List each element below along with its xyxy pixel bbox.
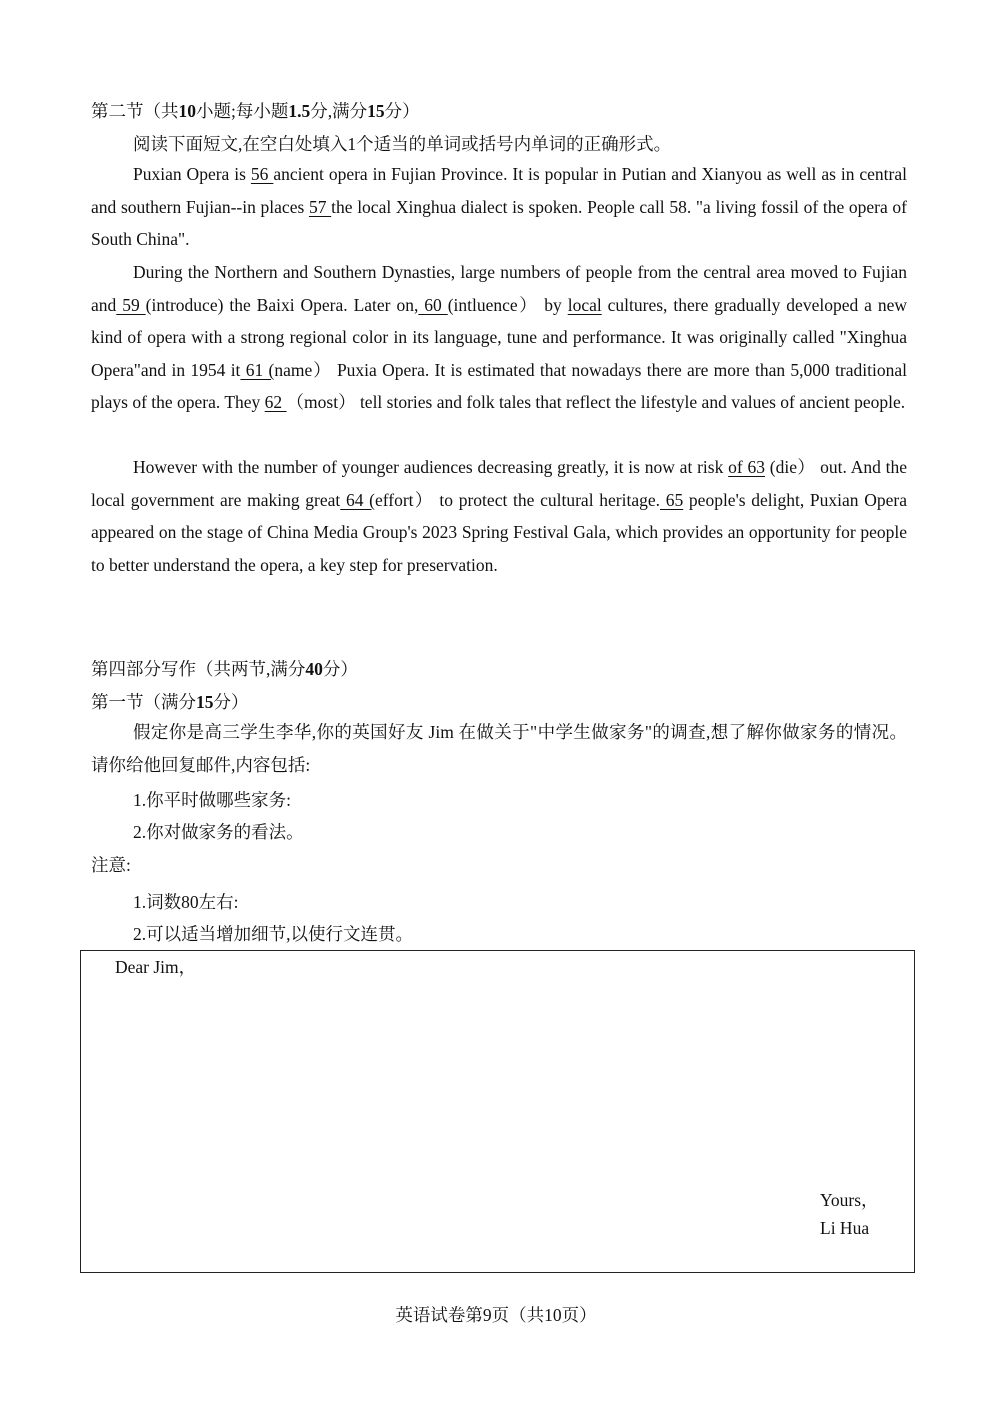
passage-paragraph-1: Puxian Opera is 56 ancient opera in Fujian Province. It is popular in Putian and Xianyou as well as in central and southern Fujian--in places 57 the local Xinghua dialect is spoken. People call 58. "a living fossil of the opera of South China". bbox=[91, 164, 908, 249]
note-label: 注意: bbox=[91, 855, 131, 875]
passage-paragraph-2: During the Northern and Southern Dynasties, large numbers of people from the central area moved to Fujian and 59 (introduce) the Baixi Opera. Later on, 60 (intluence） by local cultures, there gradually developed a new kind of opera with a strong regional color in its language, tune and performance. It was originally called "Xinghua Opera"and in 1954 it 61 (name） Puxia Opera. It is estimated that nowadays there are more than 5,000 traditional plays of the opera. They 62 （most） tell stories and folk tales that reflect the lifestyle and values of ancient people. bbox=[91, 262, 908, 412]
blank-56: 56 bbox=[250, 164, 274, 184]
letter-signature: Li Hua bbox=[820, 1218, 870, 1238]
page-footer: 英语试卷第9页（共10页） bbox=[395, 1305, 597, 1325]
prompt-item-1: 1.你平时做哪些家务: bbox=[133, 790, 291, 810]
blank-63: of 63 bbox=[728, 457, 766, 477]
section2-instruction: 阅读下面短文,在空白处填入1个适当的单词或括号内单词的正确形式。 bbox=[133, 134, 672, 154]
blank-65: 65 bbox=[660, 489, 684, 510]
blank-64: 64 ( bbox=[340, 489, 375, 510]
writing-prompt: 假定你是高三学生李华,你的英国好友 Jim 在做关于"中学生做家务"的调查,想了解你做家务的情况。请你给他回复邮件,内容包括: bbox=[91, 722, 907, 775]
blank-57: 57 bbox=[308, 196, 332, 217]
blank-60: 60 bbox=[418, 294, 448, 315]
note-item-2: 2.可以适当增加细节,以使行文连贯。 bbox=[133, 924, 413, 944]
section2-heading: 第二节（共10小题;每小题1.5分,满分15分） bbox=[91, 101, 420, 121]
note-item-1: 1.词数80左右: bbox=[133, 892, 239, 912]
passage-paragraph-3: However with the number of younger audiences decreasing greatly, it is now at risk of 63 (die） out. And the local government are making great 64 (effort） to protect the cultural heritage. 65 people's delight, Puxian Opera appeared on the stage of China Media Group's 2023 Spring Festival Gala, which provides an opportunity for people to better understand the opera, a key step for preservation. bbox=[91, 457, 908, 575]
blank-61: 61 ( bbox=[240, 359, 275, 380]
blank-62: 62 bbox=[264, 392, 287, 412]
part4-subheading: 第一节（满分15分） bbox=[91, 692, 249, 712]
blank-59: 59 bbox=[116, 294, 146, 315]
letter-greeting: Dear Jim， bbox=[115, 957, 197, 977]
underlined-local: local bbox=[567, 294, 602, 315]
part4-heading: 第四部分写作（共两节,满分40分） bbox=[91, 659, 358, 679]
prompt-item-2: 2.你对做家务的看法。 bbox=[133, 822, 304, 842]
letter-closing: Yours， bbox=[820, 1190, 879, 1210]
answer-box[interactable] bbox=[80, 950, 915, 1273]
